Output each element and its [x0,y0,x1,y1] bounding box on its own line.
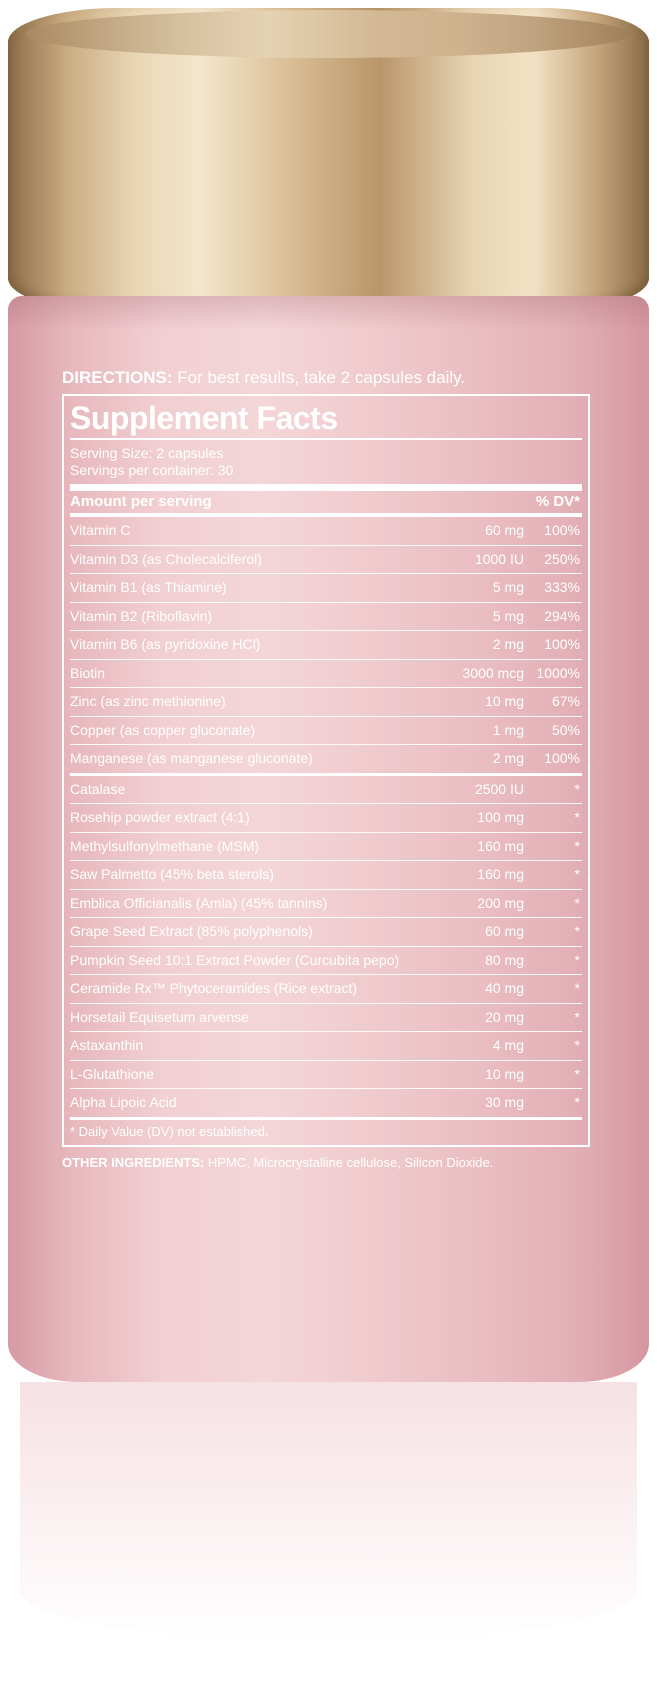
nutrient-dv: * [574,980,580,996]
nutrient-dv: * [574,866,580,882]
nutrient-amount: 10 mg [485,693,524,709]
nutrient-dv: 250% [544,550,580,567]
table-row [70,1089,582,1120]
nutrient-amount: 40 mg [485,980,524,996]
table-row [70,776,582,805]
nutrient-dv: 333% [544,579,580,595]
header-amount: Amount per serving [70,493,212,510]
nutrient-name: Grape Seed Extract (85% polyphenols) [70,923,313,939]
nutrient-dv: * [574,837,580,854]
supplement-label [62,368,590,1170]
table-row [70,833,582,862]
nutrient-name: Copper (as copper gluconate) [70,721,256,738]
nutrient-dv: 50% [551,721,580,738]
nutrient-amount: 5 mg [492,579,524,595]
nutrient-name: Manganese (as manganese gluconate) [70,750,313,766]
nutrient-name: Vitamin C [70,522,131,538]
nutrient-name: Pumpkin Seed 10:1 Extract Powder (Curcubita pepo) [70,951,400,968]
nutrient-amount: 160 mg [477,837,524,854]
nutrient-name: Biotin [70,664,106,681]
nutrient-name: Vitamin B6 (as pyridoxine HCl) [70,636,261,652]
table-row [70,890,582,919]
nutrient-amount: 60 mg [485,923,524,939]
nutrient-dv: * [574,780,580,797]
nutrient-amount: 10 mg [485,1065,524,1082]
nutrient-amount: 2 mg [492,750,524,766]
nutrient-amount: 100 mg [477,809,524,825]
directions-text: For best results, take 2 capsules daily. [177,368,466,387]
table-row [70,717,582,746]
other-ingredients-text: HPMC, Microcrystalline cellulose, Silicon Dioxide. [207,1154,494,1170]
nutrient-name: Emblica Officianalis (Amla) (45% tannins) [70,894,328,911]
table-row [70,861,582,890]
facts-header-row [70,491,582,517]
nutrient-dv: * [574,1008,580,1025]
servings-per-container: Servings per container: 30 [70,462,234,478]
nutrient-amount: 3000 mcg [462,664,524,681]
nutrient-amount: 2500 IU [474,780,524,797]
nutrient-dv: * [574,1037,580,1053]
directions-label: DIRECTIONS: [62,368,173,387]
other-ingredients [62,1155,590,1170]
directions [62,368,590,388]
nutrient-amount: 60 mg [485,522,524,538]
nutrient-dv: 100% [544,750,580,766]
nutrient-dv: 294% [544,607,580,624]
table-row [70,1032,582,1061]
bottle-reflection [20,1382,637,1642]
supplement-facts-panel [62,394,590,1147]
nutrient-dv: * [574,951,580,968]
nutrient-dv: 100% [544,522,580,538]
table-row [70,975,582,1004]
table-row [70,631,582,660]
serving-info [70,440,582,491]
nutrient-name: Ceramide Rx™ Phytoceramides (Rice extract) [70,980,358,996]
nutrient-dv: 100% [544,636,580,652]
nutrient-dv: * [574,809,580,825]
nutrient-amount: 20 mg [485,1008,524,1025]
nutrient-name: Zinc (as zinc methionine) [70,693,226,709]
serving-size: Serving Size: 2 capsules [70,445,224,461]
nutrient-name: Vitamin B2 (Riboflavin) [70,607,213,624]
nutrient-name: L-Glutathione [70,1065,155,1082]
nutrient-name: Methylsulfonylmethane (MSM) [70,837,260,854]
nutrient-name: Vitamin B1 (as Thiamine) [70,579,227,595]
table-row [70,688,582,717]
table-row [70,947,582,976]
table-row [70,660,582,689]
table-row [70,918,582,947]
table-row [70,603,582,632]
nutrient-name: Horsetail Equisetum arvense [70,1008,249,1025]
nutrient-name: Saw Palmetto (45% beta sterols) [70,866,274,882]
nutrient-amount: 80 mg [485,951,524,968]
other-ingredients-label: OTHER INGREDIENTS: [62,1154,205,1170]
nutrient-amount: 1 mg [492,721,524,738]
table-row [70,517,582,546]
table-row [70,546,582,575]
table-row [70,745,582,776]
bottle-shoulder-shadow [8,296,649,330]
facts-title: Supplement Facts [70,400,582,440]
nutrient-name: Vitamin D3 (as Cholecalciferol) [70,550,262,567]
nutrient-amount: 200 mg [477,894,524,911]
nutrient-amount: 2 mg [492,636,524,652]
facts-rows [70,517,582,1120]
nutrient-dv: * [574,923,580,939]
nutrient-amount: 30 mg [485,1094,524,1110]
header-dv: % DV* [535,493,580,510]
nutrient-dv: * [574,1065,580,1082]
nutrient-name: Catalase [70,780,126,797]
nutrient-amount: 1000 IU [474,550,524,567]
nutrient-dv: 67% [551,693,580,709]
table-row [70,1061,582,1090]
table-row [70,574,582,603]
nutrient-amount: 5 mg [492,607,524,624]
cap-highlight [26,10,631,58]
nutrient-dv: * [574,1094,580,1110]
facts-footnote: * Daily Value (DV) not established. [70,1123,269,1139]
nutrient-name: Astaxanthin [70,1037,144,1053]
nutrient-dv: * [574,894,580,911]
nutrient-dv: 1000% [536,664,580,681]
nutrient-name: Rosehip powder extract (4:1) [70,809,250,825]
table-row [70,1004,582,1033]
table-row [70,804,582,833]
nutrient-amount: 4 mg [492,1037,524,1053]
nutrient-name: Alpha Lipoic Acid [70,1094,177,1110]
nutrient-amount: 160 mg [477,866,524,882]
